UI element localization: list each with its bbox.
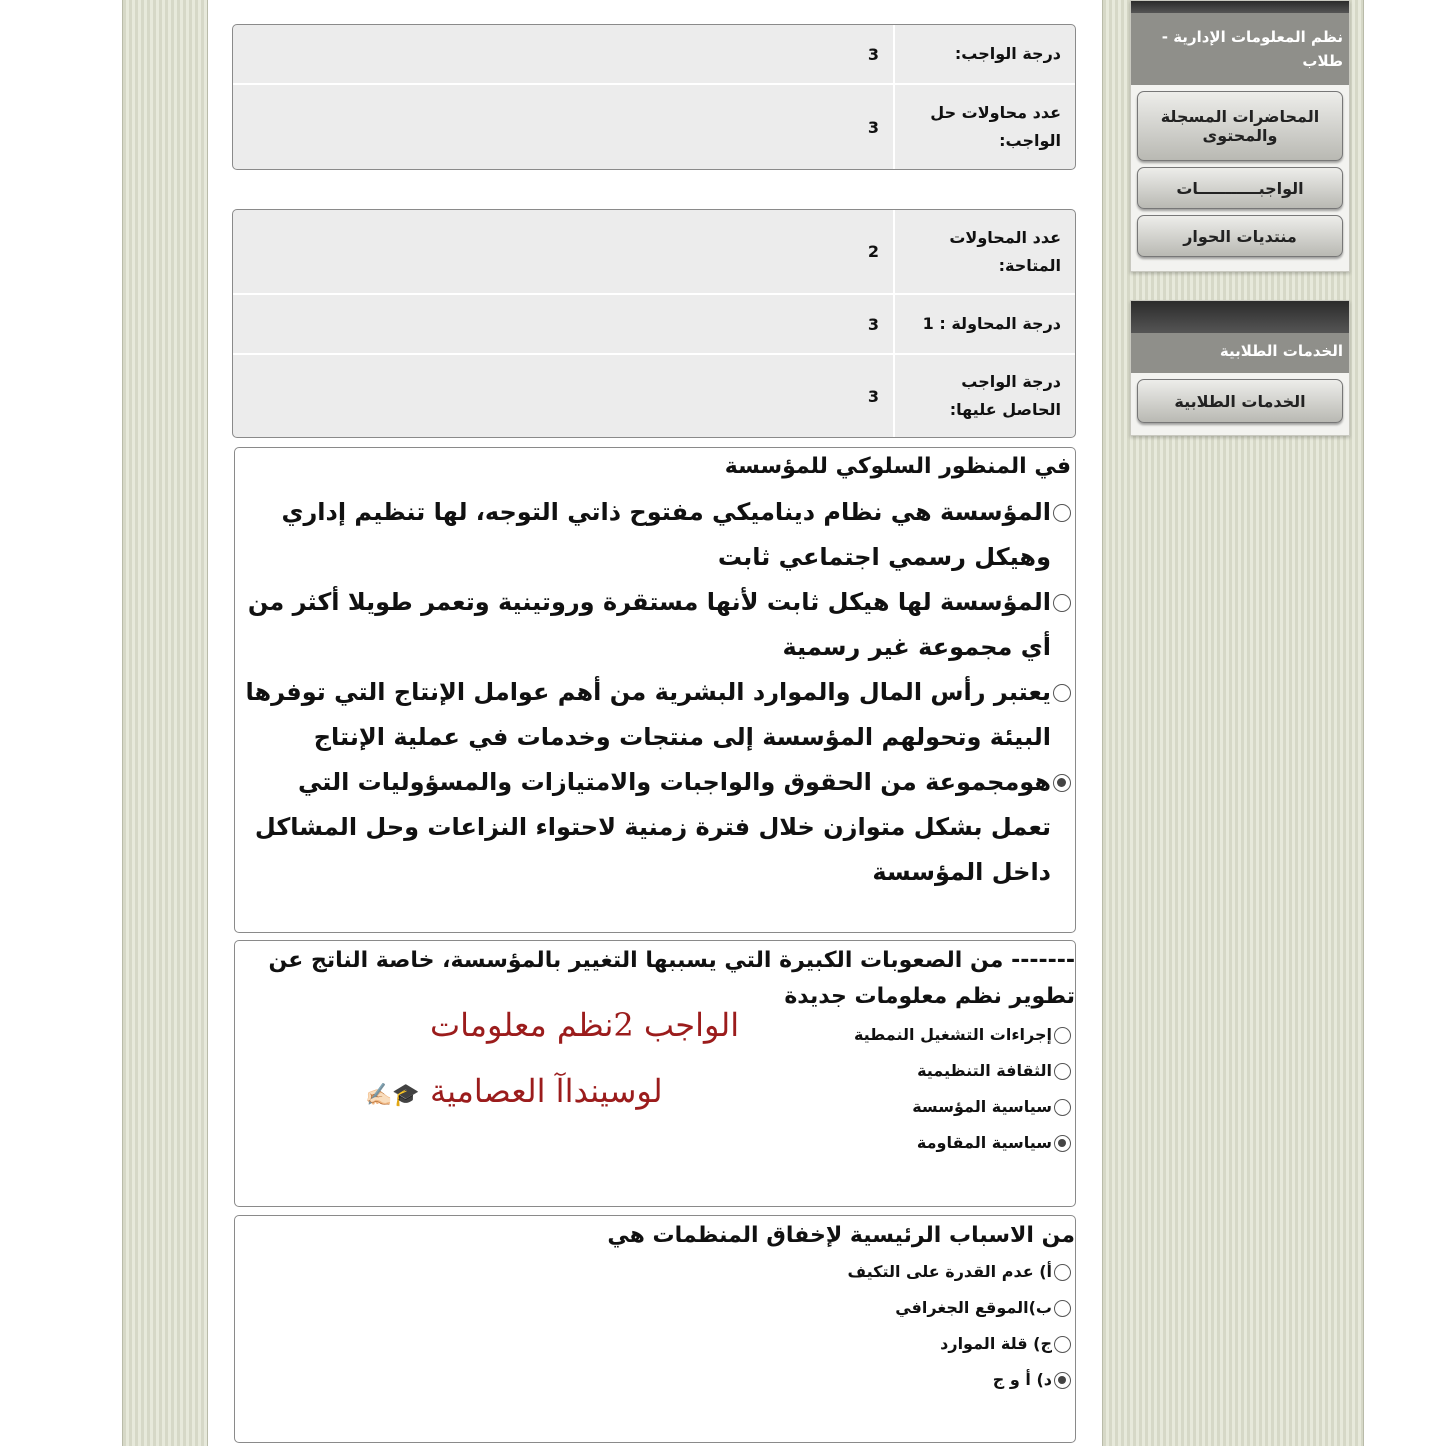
panel-title: الخدمات الطلابية <box>1131 333 1349 373</box>
radio-button[interactable] <box>1053 684 1071 702</box>
panel-header-bar <box>1131 301 1349 333</box>
radio-button-selected[interactable] <box>1053 774 1071 792</box>
question-1 <box>234 447 1076 933</box>
option-text: سياسية المؤسسة <box>912 1097 1052 1116</box>
option-text: يعتبر رأس المال والموارد البشرية من أهم عوامل الإنتاج التي توفرها البيئة وتحولهم المؤسسة إلى منتجات وخدمات في عملية الإنتاج <box>245 678 1051 751</box>
radio-button-selected[interactable] <box>1054 1372 1071 1389</box>
option-text: د) أ و ج <box>992 1370 1052 1389</box>
radio-button[interactable] <box>1053 594 1071 612</box>
sidebar-item-lectures[interactable]: المحاضرات المسجلة والمحتوى <box>1137 91 1343 161</box>
option-text: ب)الموقع الجغرافي <box>895 1298 1052 1317</box>
sidebar-item-student-services[interactable]: الخدمات الطلابية <box>1137 379 1343 423</box>
radio-button[interactable] <box>1054 1063 1071 1080</box>
option-text: المؤسسة هي نظام ديناميكي مفتوح ذاتي التوجه، لها تنظيم إداري وهيكل رسمي اجتماعي ثابت <box>281 498 1051 571</box>
option-4[interactable] <box>239 760 1071 895</box>
assignment-info-table <box>232 24 1076 170</box>
option-text: الثقافة التنظيمية <box>917 1061 1052 1080</box>
option-text: هومجموعة من الحقوق والواجبات والامتيازات والمسؤوليات التي تعمل بشكل متوازن خلال فترة زمنية لاحتواء النزاعات وحل المشاكل داخل المؤسسة <box>254 768 1051 886</box>
info-label: عدد المحاولات المتاحة: <box>893 210 1075 293</box>
info-row-grade <box>233 25 1075 85</box>
option-text: المؤسسة لها هيكل ثابت لأنها مستقرة وروتينية وتعمر طويلا أكثر من أي مجموعة غير رسمية <box>247 588 1051 661</box>
option-text: أ) عدم القدرة على التكيف <box>847 1262 1052 1281</box>
radio-button-selected[interactable] <box>1054 1135 1071 1152</box>
radio-button[interactable] <box>1054 1264 1071 1281</box>
radio-button[interactable] <box>1054 1099 1071 1116</box>
watermark-line-1: الواجب 2نظم معلومات <box>430 1006 740 1044</box>
sidebar-course-panel <box>1130 0 1350 272</box>
sidebar-services-panel <box>1130 300 1350 436</box>
attempt-info-table <box>232 209 1076 438</box>
info-value: 3 <box>867 314 879 334</box>
sidebar-item-assignments[interactable]: الواجبـــــــــــات <box>1137 167 1343 209</box>
option-text: ج) قلة الموارد <box>940 1334 1052 1353</box>
info-label: درجة المحاولة : 1 <box>893 295 1075 353</box>
radio-button[interactable] <box>1054 1300 1071 1317</box>
info-row-attempts <box>233 85 1075 169</box>
info-row-attempt-grade <box>233 295 1075 355</box>
sidebar-item-forums[interactable]: منتديات الحوار <box>1137 215 1343 257</box>
info-value: 3 <box>867 386 879 406</box>
option-4[interactable] <box>239 1125 1075 1161</box>
watermark-text: لوسينداآ العصامية <box>429 1072 663 1110</box>
panel-header-bar <box>1131 1 1349 13</box>
info-value: 3 <box>867 44 879 64</box>
option-text: سياسية المقاومة <box>916 1133 1052 1152</box>
info-row-available-attempts <box>233 210 1075 295</box>
option-2[interactable] <box>239 580 1071 670</box>
info-row-earned-grade <box>233 355 1075 437</box>
panel-title: نظم المعلومات الإدارية - طلاب <box>1131 13 1349 85</box>
option-text: إجراءات التشغيل النمطية <box>853 1025 1052 1044</box>
option-1[interactable] <box>239 490 1071 580</box>
info-value: 3 <box>867 117 879 137</box>
radio-button[interactable] <box>1054 1336 1071 1353</box>
option-3[interactable] <box>239 670 1071 760</box>
graduation-cap-icon: 🎓✍🏻 <box>365 1083 420 1108</box>
question-title: من الاسباب الرئيسية لإخفاق المنظمات هي <box>607 1223 1075 1248</box>
info-label: درجة الواجب: <box>893 25 1075 83</box>
radio-button[interactable] <box>1054 1027 1071 1044</box>
info-label: درجة الواجب الحاصل عليها: <box>893 355 1075 437</box>
info-value: 2 <box>867 242 879 261</box>
info-label: عدد محاولات حل الواجب: <box>893 85 1075 169</box>
question-3 <box>234 1215 1076 1443</box>
question-title: ------- من الصعوبات الكبيرة التي يسببها التغيير بالمؤسسة، خاصة الناتج عن تطوير نظم معلومات جديدة <box>268 948 1075 1009</box>
watermark-line-2 <box>365 1072 663 1110</box>
question-title: في المنظور السلوكي للمؤسسة <box>724 454 1071 479</box>
option-2[interactable] <box>239 1290 1075 1326</box>
option-3[interactable] <box>239 1326 1075 1362</box>
option-4[interactable] <box>239 1362 1075 1398</box>
left-background-stripe <box>122 0 208 1446</box>
option-1[interactable] <box>239 1254 1075 1290</box>
radio-button[interactable] <box>1053 504 1071 522</box>
